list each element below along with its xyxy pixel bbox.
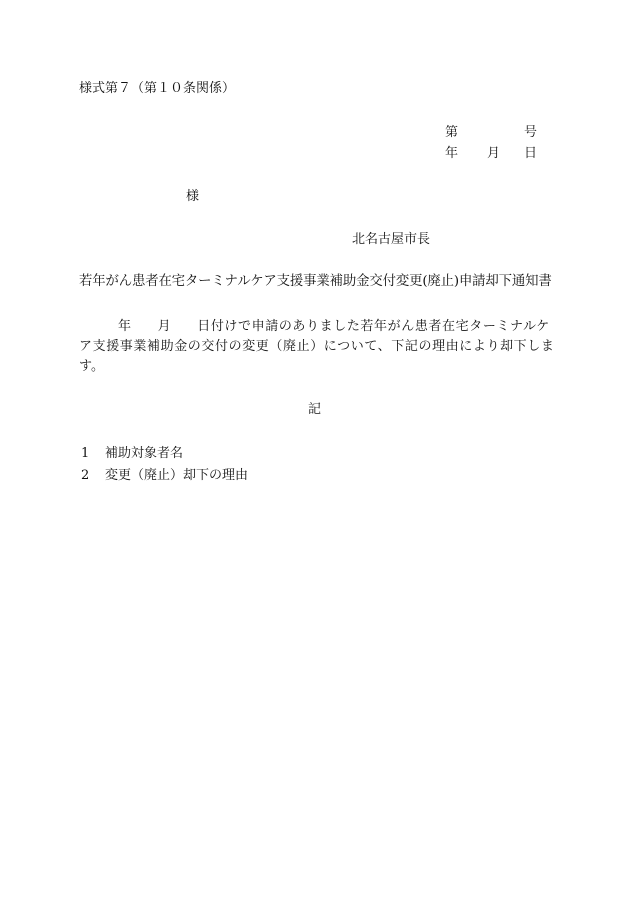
item-label: 変更（廃止）却下の理由 [105, 468, 249, 483]
issuer-name: 北名古屋市長 [352, 232, 431, 247]
ki-heading: 記 [308, 402, 322, 417]
list-item [81, 465, 248, 487]
body-month: 月 [157, 319, 172, 334]
body-line-1 [79, 317, 555, 337]
date-year: 年 [445, 146, 459, 161]
body-line-3: す。 [79, 359, 104, 374]
item-label: 補助対象者名 [105, 446, 184, 461]
date-day: 日 [524, 146, 538, 161]
item-list [81, 443, 248, 487]
form-label: 様式第７（第１０条関係） [79, 81, 236, 96]
body-year: 年 [118, 319, 132, 334]
recipient-honorific: 様 [186, 189, 200, 204]
date-line [445, 147, 537, 160]
number-prefix: 第 [445, 125, 459, 140]
date-month: 月 [487, 146, 501, 161]
body-paragraph [79, 317, 555, 377]
body-rest: 日付けで申請のありました若年がん患者在宅ターミナルケ [197, 319, 550, 334]
item-number: 1 [81, 446, 90, 461]
item-number: 2 [81, 468, 90, 483]
document-number-line [445, 126, 537, 139]
body-line-2: ア支援事業補助金の交付の変更（廃止）について、下記の理由により却下しま [79, 339, 555, 354]
number-suffix: 号 [524, 125, 538, 140]
list-item [81, 443, 248, 465]
document-title: 若年がん患者在宅ターミナルケア支援事業補助金交付変更(廃止)申請却下通知書 [79, 274, 552, 289]
